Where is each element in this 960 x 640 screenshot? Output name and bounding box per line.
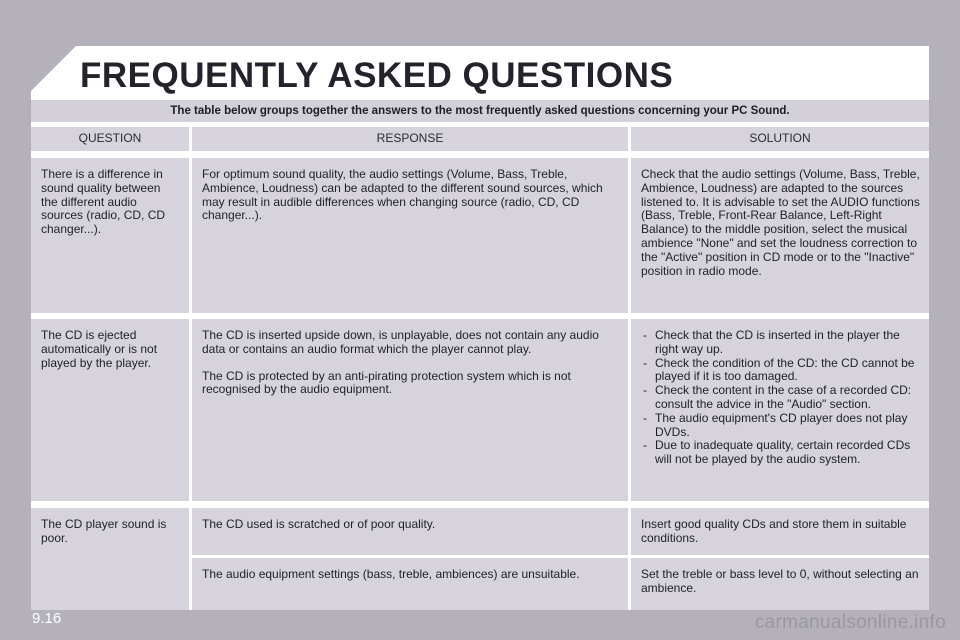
row3b-solution: Set the treble or bass level to 0, without selecting an ambience. [631, 558, 929, 610]
page-title: FREQUENTLY ASKED QUESTIONS [80, 56, 674, 95]
list-item: - Check that the CD is inserted in the player the right way up. [641, 329, 920, 357]
page-subtitle: The table below groups together the answers to the most frequently asked questions concerning your PC Sound. [170, 105, 790, 117]
row3a-response: The CD used is scratched or of poor quality. [192, 508, 628, 555]
row3-question: The CD player sound is poor. [31, 508, 189, 610]
row1-solution: Check that the audio settings (Volume, Bass, Treble, Ambience, Loudness) are adapted to the sources listened to. It is advisable to set the AUDIO functions (Bass, Treble, Front-Rear Balance, Left-Right Balance) to the middle position, select the musical ambience "None" and set the loudness correction to the "Active" position in CD mode or to the "Inactive" position in radio mode. [631, 158, 929, 313]
list-item: - Check the condition of the CD: the CD cannot be played if it is too damaged. [641, 357, 920, 385]
row3a-solution: Insert good quality CDs and store them in suitable conditions. [631, 508, 929, 555]
header-response: RESPONSE [192, 127, 628, 151]
subtitle-band [31, 100, 929, 122]
header-solution: SOLUTION [631, 127, 929, 151]
row1-response-paragraph: For optimum sound quality, the audio settings (Volume, Bass, Treble, Ambience, Loudness) can be adapted to the different sound sources, which may result in audible differences when changing source (radio, CD, CD changer...). [202, 167, 603, 223]
row3b-response: The audio equipment settings (bass, treble, ambiences) are unsuitable. [192, 558, 628, 610]
page-number: 9.16 [32, 610, 62, 627]
row2-response [192, 319, 628, 501]
list-item: - Due to inadequate quality, certain recorded CDs will not be played by the audio system. [641, 439, 920, 467]
row1-question: There is a difference in sound quality between the different audio sources (radio, CD, CD changer...). [31, 158, 189, 313]
row1-response [192, 158, 628, 313]
list-item: - The audio equipment's CD player does not play DVDs. [641, 412, 920, 440]
header-question: QUESTION [31, 127, 189, 151]
row2-question: The CD is ejected automatically or is not played by the player. [31, 319, 189, 501]
row2-solution [631, 319, 929, 501]
row2-solution-list [641, 329, 920, 467]
watermark: carmanualsonline.info [754, 612, 946, 633]
list-item: - Check the content in the case of a recorded CD: consult the advice in the "Audio" section. [641, 384, 920, 412]
row2-response-paragraph-1: The CD is inserted upside down, is unplayable, does not contain any audio data or contains an audio format which the player cannot play. [202, 328, 599, 356]
row2-response-paragraph-2: The CD is protected by an anti-pirating protection system which is not recognised by the audio equipment. [202, 368, 571, 397]
